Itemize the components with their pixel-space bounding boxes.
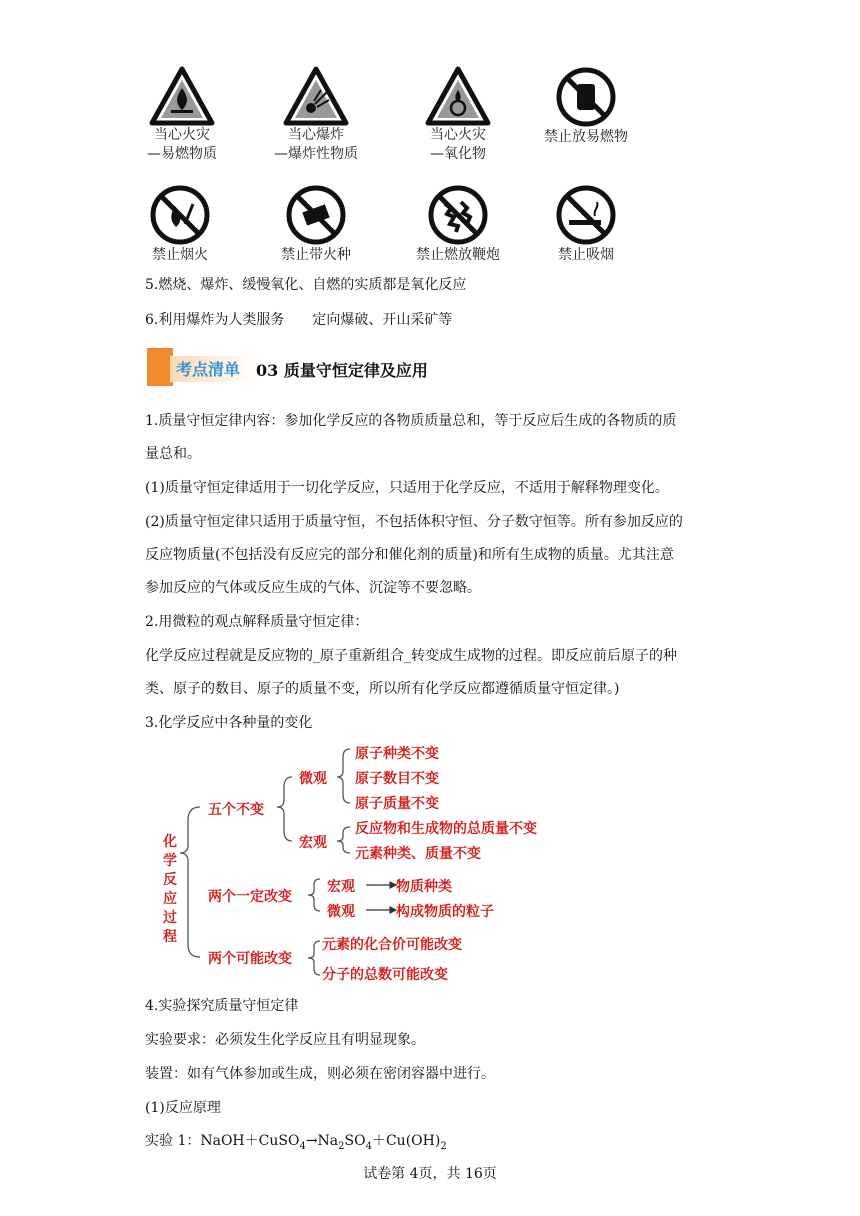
sign-no-fire: [120, 184, 240, 265]
paragraph-5: 5.燃烧、爆炸、缓慢氧化、自燃的实质都是氧化反应: [145, 277, 467, 293]
root-char: 反: [163, 872, 177, 888]
text-line: 实验要求：必须发生化学反应且有明显现象。: [145, 1032, 425, 1048]
root-char: 学: [163, 853, 177, 869]
macro-item: 元素种类、质量不变: [355, 846, 481, 862]
no-smoking-icon: [555, 184, 617, 246]
oxidizer-warning-icon: [425, 66, 491, 126]
explosion-warning-icon: [283, 66, 349, 126]
sign-explosion: [256, 66, 376, 164]
eq-part: 实验 1：NaOH＋CuSO: [145, 1133, 300, 1149]
diagram-root: [163, 833, 181, 947]
root-char: 过: [163, 910, 177, 926]
five-unchanged: 五个不变: [208, 802, 264, 818]
sign-label: 禁止烟火: [152, 247, 208, 263]
fire-warning-icon: [149, 66, 215, 126]
sign-no-kindling: [256, 184, 376, 265]
micro2-label: 微观: [327, 904, 355, 920]
equation-line: [145, 1131, 447, 1157]
change-item: 构成物质的粒子: [396, 904, 494, 920]
macro2-label: 宏观: [327, 879, 355, 895]
eq-part: ＋Cu(OH): [371, 1133, 441, 1149]
paragraph-6: 6.利用爆炸为人类服务 定向爆破、开山采矿等: [145, 312, 453, 328]
change-item: 物质种类: [396, 879, 452, 895]
sign-label: 当心火灾: [154, 127, 210, 143]
micro-item: 原子数目不变: [355, 771, 439, 787]
sign-label: 当心爆炸: [288, 127, 344, 143]
sign-no-smoking: [526, 184, 646, 265]
text-line: 化学反应过程就是反应物的_原子重新组合_转变成生成物的过程。即反应前后原子的种: [145, 648, 677, 664]
no-fire-icon: [149, 184, 211, 246]
text-line: 反应物质量(不包括没有反应完的部分和催化剂的质量)和所有生成物的质量。尤其注意: [145, 547, 674, 563]
micro-item: 原子种类不变: [355, 746, 439, 762]
page-footer: 试卷第 4页，共 16页: [363, 1166, 497, 1182]
sign-label: —易燃物质: [147, 146, 217, 162]
text-line: 量总和。: [145, 446, 201, 462]
sign-label: —爆炸性物质: [274, 146, 358, 162]
section-heading: 03 质量守恒定律及应用: [256, 361, 428, 380]
micro-label: 微观: [299, 771, 327, 787]
text-line: 2.用微粒的观点解释质量守恒定律：: [145, 614, 369, 630]
no-firecrackers-icon: [427, 184, 489, 246]
text-line: 3.化学反应中各种量的变化: [145, 715, 313, 731]
sign-label: 禁止放易燃物: [544, 129, 628, 145]
sign-label: 禁止带火种: [281, 247, 351, 263]
macro-label: 宏观: [299, 835, 327, 851]
text-line: 类、原子的数目、原子的质量不变，所以所有化学反应都遵循质量守恒定律。): [145, 681, 620, 697]
text-line: 4.实验探究质量守恒定律: [145, 998, 299, 1014]
macro-item: 反应物和生成物的总质量不变: [355, 821, 537, 837]
text-line: 1.质量守恒定律内容：参加化学反应的各物质质量总和，等于反应后生成的各物质的质: [145, 413, 677, 429]
text-line: (1)反应原理: [145, 1100, 221, 1116]
eq-part: →Na: [305, 1133, 339, 1149]
text-line: (1)质量守恒定律适用于一切化学反应，只适用于化学反应，不适用于解释物理变化。: [145, 480, 669, 496]
two-must-change: 两个一定改变: [208, 889, 292, 905]
text-line: 参加反应的气体或反应生成的气体、沉淀等不要忽略。: [145, 580, 481, 596]
eq-sub: 4: [365, 1140, 372, 1152]
eq-sub: 2: [338, 1140, 345, 1152]
eq-sub: 4: [299, 1140, 306, 1152]
root-char: 应: [163, 891, 177, 907]
sign-fire-flammable: [122, 66, 242, 164]
sign-label: 禁止燃放鞭炮: [416, 247, 500, 263]
root-char: 程: [163, 929, 177, 945]
root-char: 化: [163, 834, 177, 850]
heading-tag-label: 考点清单: [176, 360, 241, 379]
maybe-item: 分子的总数可能改变: [322, 967, 448, 983]
two-may-change: 两个可能改变: [208, 951, 292, 967]
no-kindling-icon: [285, 184, 347, 246]
eq-sub: 2: [440, 1140, 447, 1152]
no-flammables-icon: [555, 66, 617, 128]
heading-tag: [170, 356, 256, 382]
sign-no-flammables: [526, 66, 646, 147]
sign-no-firecrackers: [398, 184, 518, 265]
sign-oxidizer: [398, 66, 518, 164]
maybe-item: 元素的化合价可能改变: [322, 937, 462, 953]
sign-label: 禁止吸烟: [558, 247, 614, 263]
sign-label: —氧化物: [430, 146, 486, 162]
micro-item: 原子质量不变: [355, 796, 439, 812]
eq-part: SO: [344, 1133, 366, 1149]
text-line: (2)质量守恒定律只适用于质量守恒，不包括体积守恒、分子数守恒等。所有参加反应的: [145, 514, 683, 530]
text-line: 装置：如有气体参加或生成，则必须在密闭容器中进行。: [145, 1066, 495, 1082]
sign-label: 当心火灾: [430, 127, 486, 143]
